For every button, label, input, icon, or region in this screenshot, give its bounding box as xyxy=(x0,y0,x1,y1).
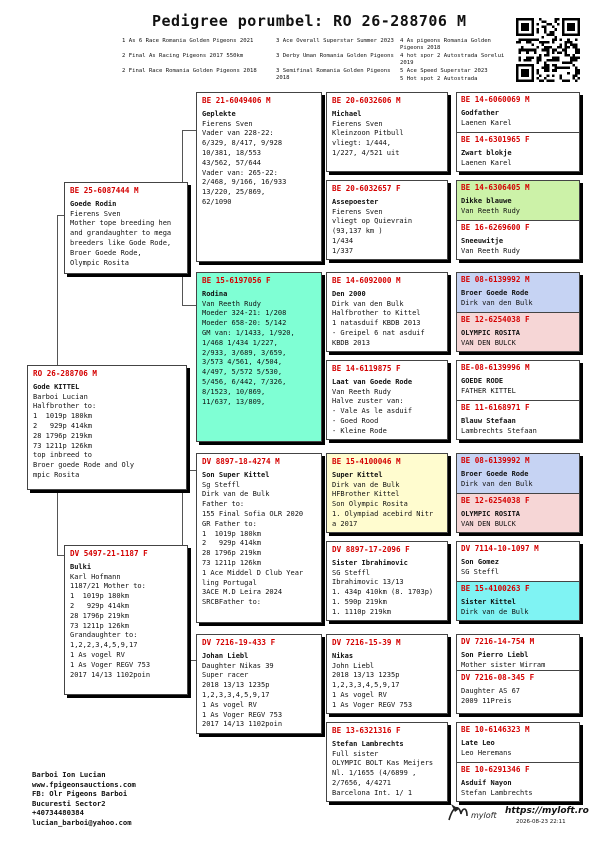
info-line: 155 Final Sofia OLR 2020 xyxy=(202,509,304,518)
dss-card[interactable] xyxy=(326,453,448,533)
info-line: Lambrechts Stefaan xyxy=(461,426,537,435)
pigeon-name: Asduif Nayon xyxy=(461,778,512,787)
info-line: breeders like Gode Rode, xyxy=(70,238,172,247)
info-line: 6/329, 8/417, 9/928 xyxy=(202,139,283,148)
info-line: 62/1090 xyxy=(202,197,232,206)
ring-number: BE 15-6197056 F xyxy=(202,276,271,285)
sss-card[interactable] xyxy=(326,92,448,172)
achievement-1: 1 As 6 Race Romania Golden Pigeons 2021 xyxy=(122,38,254,44)
info-line: 1. 434p 410km (8. 1703p) xyxy=(332,588,434,597)
info-line: Barcelona Int. 1/ 1 xyxy=(332,788,413,797)
info-line: 1/337 xyxy=(332,246,354,255)
info-line: Moeder 658-20: 5/142 xyxy=(202,319,287,328)
info-line: 2018 13/13 1235p xyxy=(332,671,400,680)
ring-number: BE 25-6087444 M xyxy=(70,186,139,195)
info-line: Fierens Sven xyxy=(332,119,383,128)
dam-dam-card[interactable] xyxy=(196,634,322,734)
achievement-7: 4 As pigeons Romania Golden Pigeons 2018 xyxy=(400,38,491,52)
info-line: 1 As vogel RV xyxy=(202,700,257,709)
info-line: Van Reeth Rudy xyxy=(332,387,392,396)
main-pigeon-card[interactable] xyxy=(27,365,187,490)
info-line: OLYMPIC BOLT Kas Meijers xyxy=(332,759,434,768)
info-line: Vader van: 265-22: xyxy=(202,168,278,177)
pigeon-name: Den 2000 xyxy=(332,289,366,298)
info-line: Fierens Sven xyxy=(332,207,383,216)
achievement-2: 2 Final As Racing Pigeons 2017 550km xyxy=(122,53,244,59)
ring-number: DV 7216-19-433 F xyxy=(202,638,276,647)
pigeon-name: Rodina xyxy=(202,289,228,298)
info-line: 10/381, 18/553 xyxy=(202,148,262,157)
info-line: 5/456, 6/442, 7/326, xyxy=(202,377,287,386)
info-line: Super racer xyxy=(202,671,249,680)
ancestor-g2[interactable] xyxy=(457,133,579,172)
info-line: 1,2,3,3,4,5,9,17 xyxy=(202,690,270,699)
pigeon-name: Sister Kittel xyxy=(461,597,516,606)
info-line: Daughter Nikas 39 xyxy=(202,661,274,670)
owner-phone: +40734480384 xyxy=(32,808,84,818)
pigeon-name: Stefan Lambrechts xyxy=(332,739,404,748)
info-line: KBDB 2013 xyxy=(332,338,370,347)
achievement-8: 4 hot spor 2 Autostrada Sorelui 2019 xyxy=(400,53,505,67)
sdd-card[interactable] xyxy=(326,360,448,440)
info-line: Dirk van de Bulk xyxy=(461,607,529,616)
ring-number: BE 14-6092000 M xyxy=(332,276,401,285)
pigeon-name: OLYMPIC ROSITA xyxy=(461,328,521,337)
info-line: Olympic Rosita xyxy=(70,258,130,267)
ring-number: DV 8897-18-4274 M xyxy=(202,457,280,466)
ancestor-pair-3[interactable] xyxy=(456,272,580,352)
info-line: 1 As vogel RV xyxy=(70,650,125,659)
info-line: 1 As Voger REGV 753 xyxy=(332,700,413,709)
info-line: GR Father to: xyxy=(202,519,257,528)
info-line: Stefan Lambrechts xyxy=(461,788,533,797)
owner-facebook: FB: Olr Pigeons Barboi xyxy=(32,789,128,799)
info-line: - Goed Rood xyxy=(332,416,379,425)
info-line: 1,2,2,3,4,5,9,17 xyxy=(70,641,138,650)
info-line: Dirk van den Bulk xyxy=(332,299,404,308)
info-line: 2 929p 414km xyxy=(33,421,93,430)
dam-card[interactable] xyxy=(64,545,188,695)
sire-card[interactable] xyxy=(64,182,188,274)
info-line: 1/434 xyxy=(332,236,354,245)
info-line: Halve zuster van: xyxy=(332,397,404,406)
pigeon-name: Sneeuwitje xyxy=(461,236,504,245)
info-line: 28 1796p 219km xyxy=(33,431,93,440)
info-line: 3ACE M.D Leira 2024 xyxy=(202,588,283,597)
info-line: a 2017 xyxy=(332,519,358,528)
pigeon-name: Geplekte xyxy=(202,109,236,118)
ring-number: BE 11-6168971 F xyxy=(461,403,530,412)
info-line: Barboi Lucian xyxy=(33,392,88,401)
info-line: Moeder 324-21: 1/208 xyxy=(202,309,287,318)
info-line: Son Olympic Rosita xyxy=(332,500,408,509)
info-line: 13/220, 25/869, xyxy=(202,188,266,197)
sire-sire-card[interactable] xyxy=(196,92,322,262)
ring-number: BE 12-6254038 F xyxy=(461,315,530,324)
ring-number: BE 14-6301965 F xyxy=(461,135,530,144)
pigeon-name: Sister Ibrahimovic xyxy=(332,558,408,567)
ancestor-g12[interactable] xyxy=(457,582,579,621)
info-line: 1. 590p 219km xyxy=(332,597,387,606)
achievement-6: 3 Semifinal Romania Golden Pigeons 2018 xyxy=(276,68,391,82)
achievement-10: 5 Hot spot 2 Autostrada xyxy=(400,76,478,82)
info-line: 2 929p 414km xyxy=(70,601,130,610)
info-line: 2 929p 414km xyxy=(202,539,262,548)
pigeon-name: Son Gomez xyxy=(461,557,499,566)
sire-dam-card[interactable] xyxy=(196,272,322,442)
ancestor-g5[interactable] xyxy=(457,273,579,313)
info-line: 73 1211p 126km xyxy=(202,558,262,567)
info-line: Vader van 228-22: xyxy=(202,129,274,138)
owner-website-link[interactable]: www.fpigeonsauctions.com xyxy=(32,779,136,789)
ancestor-pair-1[interactable] xyxy=(456,92,580,172)
info-line: FATHER KITTEL xyxy=(461,386,516,395)
owner-city: Bucuresti Sector2 xyxy=(32,798,106,808)
info-line: 28 1796p 219km xyxy=(202,549,262,558)
info-line: 1/227, 4/521 uit xyxy=(332,148,400,157)
ancestor-pair-4[interactable] xyxy=(456,360,580,440)
ring-number: BE-08-6139996 M xyxy=(461,363,530,372)
pigeon-name: Laat van Goede Rode xyxy=(332,377,413,386)
info-line: Father to: xyxy=(202,500,245,509)
ancestor-g6[interactable] xyxy=(457,313,579,352)
ancestor-pair-2[interactable] xyxy=(456,180,580,260)
ancestor-g14[interactable] xyxy=(457,671,579,714)
ancestor-g1[interactable] xyxy=(457,93,579,133)
ancestor-pair-6[interactable] xyxy=(456,541,580,621)
ancestor-g8[interactable] xyxy=(457,401,579,440)
pigeon-name: Broer Goede Rode xyxy=(461,469,529,478)
pigeon-name: Late Leo xyxy=(461,738,495,747)
info-line: - Vale As le asduif xyxy=(332,407,413,416)
info-line: HFBrother Kittel xyxy=(332,490,400,499)
info-line: 28 1796p 219km xyxy=(70,611,130,620)
ring-number: DV 7216-14-754 M xyxy=(461,637,535,646)
ring-number: BE 14-6119875 F xyxy=(332,364,401,373)
pigeon-name: Dikke blauwe xyxy=(461,196,512,205)
info-line: John Liebl xyxy=(332,661,375,670)
info-line: Broer Goede Rode, xyxy=(70,248,142,257)
info-line: Dirk van de Bulk xyxy=(202,490,270,499)
ancestor-g13[interactable] xyxy=(457,635,579,671)
info-line: vliegt: 1/444, xyxy=(332,139,392,148)
info-line: ling Portugal xyxy=(202,578,257,587)
ring-number: BE 15-4100046 M xyxy=(332,457,401,466)
pigeon-name: Gode KITTEL xyxy=(33,382,80,391)
pigeon-name: Goede Rodin xyxy=(70,199,117,208)
info-line: 1 1019p 180km xyxy=(70,592,130,601)
info-line: Dirk van den Bulk xyxy=(461,298,533,307)
myloft-logo-icon xyxy=(445,800,513,826)
info-line: 1/468 1/434 1/227, xyxy=(202,338,278,347)
info-line: 1 As vogel RV xyxy=(332,690,387,699)
ring-number: BE 14-6306405 M xyxy=(461,183,530,192)
owner-name: Barboi Ion Lucian xyxy=(32,770,106,779)
ring-number: BE 16-6269600 F xyxy=(461,223,530,232)
achievement-4: 3 Ace Overall Superstar Summer 2023 xyxy=(276,38,394,44)
ancestor-g10[interactable] xyxy=(457,494,579,533)
qr-code-icon xyxy=(516,18,580,82)
ddd-card[interactable] xyxy=(326,722,448,802)
connector-line xyxy=(182,130,183,190)
ancestor-pair-8[interactable] xyxy=(456,722,580,802)
info-line: Dirk van den Bulk xyxy=(461,479,533,488)
ancestor-g7[interactable] xyxy=(457,361,579,401)
info-line: mpic Rosita xyxy=(33,470,80,479)
info-line: vliegt op Quievrain xyxy=(332,217,413,226)
ancestor-g16[interactable] xyxy=(457,763,579,802)
ssd-card[interactable] xyxy=(326,180,448,260)
info-line: 1,2,3,3,4,5,9,17 xyxy=(332,681,400,690)
dds-card[interactable] xyxy=(326,634,448,714)
info-line: 1 Ace Middel D Club Year xyxy=(202,568,304,577)
info-line: SRCBFather to: xyxy=(202,598,262,607)
pigeon-name: Bulki xyxy=(70,562,92,571)
info-line: Karl Hofmann xyxy=(70,572,121,581)
info-line: Grandaughter to: xyxy=(70,631,138,640)
ring-number: BE 10-6291346 F xyxy=(461,765,530,774)
connector-line xyxy=(57,490,58,555)
info-line: 4/497, 5/572 5/530, xyxy=(202,368,283,377)
info-line: Full sister xyxy=(332,749,379,758)
info-line: top inbreed to xyxy=(33,451,93,460)
ancestor-g4[interactable] xyxy=(457,221,579,260)
ancestor-g9[interactable] xyxy=(457,454,579,494)
ring-number: BE 20-6032657 F xyxy=(332,184,401,193)
pigeon-name: OLYMPIC ROSITA xyxy=(461,509,521,518)
logo-text: myloft xyxy=(471,811,497,820)
info-line: Nl. 1/1655 (4/6899 , xyxy=(332,769,417,778)
ring-number: BE 21-6049406 M xyxy=(202,96,271,105)
info-line: Dirk van de Bulk xyxy=(332,480,400,489)
pigeon-name: Assepoester xyxy=(332,197,379,206)
info-line: 2/933, 3/689, 3/659, xyxy=(202,348,287,357)
ring-number: DV 7114-10-1097 M xyxy=(461,544,539,553)
achievement-5: 3 Derby Uman Romania Golden Pigeons xyxy=(276,53,394,59)
owner-email-link[interactable]: lucian_barboi@yahoo.com xyxy=(32,817,132,827)
info-line: 3/573 4/561, 4/504, xyxy=(202,358,283,367)
info-line: GM van: 1/1433, 1/920, xyxy=(202,328,295,337)
info-line: 1 1019p 180km xyxy=(202,529,262,538)
connector-line xyxy=(182,130,196,131)
info-line: 1 As Voger REGV 753 xyxy=(202,710,283,719)
info-line: Van Reeth Rudy xyxy=(461,246,521,255)
info-line: Sg Steffl xyxy=(202,480,240,489)
ring-number: BE 08-6139992 M xyxy=(461,275,530,284)
info-line: 73 1211p 126km xyxy=(70,621,130,630)
dsd-card[interactable] xyxy=(326,541,448,621)
info-line: Fierens Sven xyxy=(202,119,253,128)
ring-number: BE 10-6146323 M xyxy=(461,725,530,734)
pigeon-name: Godfather xyxy=(461,108,499,117)
pigeon-name: Zwart blokje xyxy=(461,148,512,157)
info-line: Halfbrother to Kittel xyxy=(332,309,421,318)
ancestor-pair-5[interactable] xyxy=(456,453,580,533)
ancestor-g15[interactable] xyxy=(457,723,579,763)
info-line: 1. 1110p 219km xyxy=(332,607,392,616)
info-line: - Greipel 6 nat asduif xyxy=(332,328,425,337)
ring-number: DV 7216-15-39 M xyxy=(332,638,401,647)
info-line: Kleinzoon Pitbull xyxy=(332,129,404,138)
info-line: Mother sister Wirram xyxy=(461,660,546,669)
info-line: 2/7656, 4/4271 xyxy=(332,778,392,787)
info-line: Halfbrother to: xyxy=(33,402,97,411)
info-line: Van Reeth Rudy xyxy=(202,299,262,308)
ring-number: BE 08-6139992 M xyxy=(461,456,530,465)
ring-number: BE 14-6060069 M xyxy=(461,95,530,104)
connector-line xyxy=(57,215,58,365)
info-line: Laenen Karel xyxy=(461,118,512,127)
info-line: SG Steffl xyxy=(461,567,499,576)
achievement-9: 5 Ace Speed Superstar 2023 xyxy=(400,68,488,74)
info-line: 1187/21 Mother to: xyxy=(70,582,146,591)
info-line: SG Steffl xyxy=(332,568,370,577)
info-line: 11/637, 13/809, xyxy=(202,397,266,406)
connector-line xyxy=(182,305,196,306)
footer-date: 2026-08-23 22:11 xyxy=(516,819,566,825)
page-title: Pedigree porumbel: RO 26-288706 M xyxy=(152,12,467,30)
pigeon-name: Broer Goede Rode xyxy=(461,288,529,297)
ancestor-g3[interactable] xyxy=(457,181,579,221)
pigeon-name: Blauw Stefaan xyxy=(461,416,516,425)
achievement-3: 2 Final Race Romania Golden Pigeons 2018 xyxy=(122,68,257,74)
info-line: 8/1523, 10/869, xyxy=(202,387,266,396)
info-line: Broer goede Rode and Oly xyxy=(33,461,135,470)
info-line: VAN DEN BULCK xyxy=(461,519,516,528)
pigeon-name: Nikas xyxy=(332,651,354,660)
pigeon-name: Son Pierro Liebl xyxy=(461,650,529,659)
info-line: 1 1019p 180km xyxy=(33,412,93,421)
dam-sire-card[interactable] xyxy=(196,453,322,623)
sds-card[interactable] xyxy=(326,272,448,352)
ring-number: DV 7216-08-345 F xyxy=(461,673,535,682)
ring-number: DV 5497-21-1187 F xyxy=(70,549,148,558)
info-line: 1 As Voger REGV 753 xyxy=(70,660,151,669)
ring-number: RO 26-288706 M xyxy=(33,369,98,378)
pigeon-name: GOEDE RODE xyxy=(461,376,504,385)
ring-number: BE 20-6032606 M xyxy=(332,96,401,105)
info-line: 73 1211p 126km xyxy=(33,441,93,450)
info-line: 1. Olympiad acebird Nitr xyxy=(332,509,434,518)
footer-url-link[interactable]: https://myloft.ro xyxy=(505,806,589,816)
info-line: VAN DEN BULCK xyxy=(461,338,516,347)
ring-number: BE 13-6321316 F xyxy=(332,726,401,735)
info-line: Daughter AS 67 xyxy=(461,686,521,695)
info-line: (93,137 km ) xyxy=(332,227,383,236)
info-line: Ibrahimovic 13/13 xyxy=(332,578,404,587)
info-line: 2009 11Preis xyxy=(461,696,512,705)
pigeon-name: Johan Liebl xyxy=(202,651,249,660)
ring-number: DV 8897-17-2096 F xyxy=(332,545,410,554)
info-line: 43/562, 57/644 xyxy=(202,158,262,167)
info-line: Mother tope breeding hen xyxy=(70,219,172,228)
info-line: - Kleine Rode xyxy=(332,426,387,435)
info-line: Leo Heremans xyxy=(461,748,512,757)
info-line: 2018 13/13 1235p xyxy=(202,681,270,690)
ancestor-g11[interactable] xyxy=(457,542,579,582)
ring-number: BE 12-6254038 F xyxy=(461,496,530,505)
info-line: Fierens Sven xyxy=(70,209,121,218)
info-line: Van Reeth Rudy xyxy=(461,206,521,215)
info-line: and grandaughter to mega xyxy=(70,229,172,238)
owner-contact xyxy=(32,770,136,828)
pigeon-name: Michael xyxy=(332,109,362,118)
info-line: 2017 14/13 1102poin xyxy=(70,670,151,679)
info-line: 2/468, 9/166, 16/933 xyxy=(202,178,287,187)
info-line: Laenen Karel xyxy=(461,158,512,167)
pigeon-name: Super Kittel xyxy=(332,470,383,479)
info-line: 1 natasduif KBDB 2013 xyxy=(332,319,421,328)
ring-number: BE 15-4100263 F xyxy=(461,584,530,593)
pigeon-name: Son Super Kittel xyxy=(202,470,270,479)
info-line: 2017 14/13 1102poin xyxy=(202,720,283,729)
ancestor-pair-7[interactable] xyxy=(456,634,580,714)
